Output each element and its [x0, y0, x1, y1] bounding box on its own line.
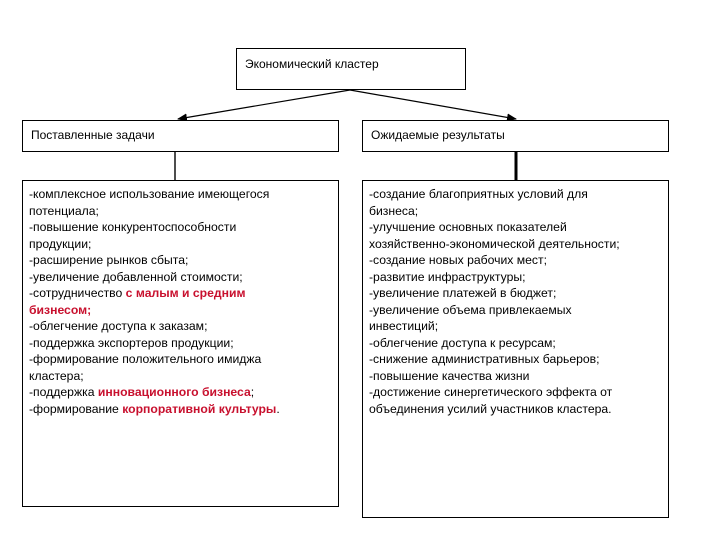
text-segment: -поддержка — [29, 385, 98, 399]
task-line — [29, 302, 332, 319]
text-segment: -облегчение доступа к ресурсам; — [369, 335, 556, 350]
task-line — [29, 285, 332, 302]
highlighted-text: бизнесом; — [29, 302, 92, 317]
text-segment: -формирование — [29, 401, 123, 416]
tasks-header-box — [22, 120, 339, 152]
text-segment: потенциала; — [29, 203, 99, 218]
text-segment: инвестиций; — [369, 319, 439, 333]
text-segment: -увеличение добавленной стоимости; — [29, 269, 243, 284]
tasks-header: Поставленные задачи — [31, 128, 155, 142]
text-segment: -увеличение платежей в бюджет; — [369, 286, 557, 300]
result-line — [369, 219, 662, 236]
result-line — [369, 401, 662, 418]
text-segment: -поддержка экспортеров продукции; — [29, 335, 234, 350]
highlighted-text: корпоративной культуры — [122, 401, 277, 416]
text-segment: -повышение качества жизни — [369, 368, 530, 383]
result-line — [369, 318, 662, 335]
text-segment: -сотрудничество — [29, 286, 126, 300]
task-line — [29, 318, 332, 335]
text-segment: -увеличение объема привлекаемых — [369, 302, 572, 317]
task-line — [29, 219, 332, 236]
cluster-title: Экономический кластер — [245, 57, 379, 71]
results-header-box — [362, 120, 669, 152]
text-segment: -комплексное использование имеющегося — [29, 187, 270, 201]
arrow-to-right-head — [350, 90, 516, 119]
result-line — [369, 351, 662, 368]
highlighted-text: инновационного бизнеса — [97, 385, 251, 399]
result-line — [369, 335, 662, 352]
text-segment: ; — [250, 385, 255, 399]
result-line — [369, 269, 662, 286]
arrow-to-left-head — [178, 90, 350, 119]
text-segment: -облегчение доступа к заказам; — [29, 319, 208, 333]
task-line — [29, 269, 332, 286]
result-line — [369, 252, 662, 269]
result-line — [369, 368, 662, 385]
result-line — [369, 384, 662, 401]
text-segment: -достижение синергетического эффекта от — [369, 385, 613, 399]
result-line — [369, 236, 662, 253]
task-line — [29, 252, 332, 269]
task-line — [29, 236, 332, 253]
cluster-box — [236, 48, 466, 90]
task-line — [29, 351, 332, 368]
result-line — [369, 302, 662, 319]
text-segment: продукции; — [29, 236, 92, 251]
tasks-list-box — [22, 180, 339, 507]
text-segment: -снижение административных барьеров; — [369, 352, 600, 366]
task-line — [29, 401, 332, 418]
results-header: Ожидаемые результаты — [371, 128, 505, 142]
task-line — [29, 335, 332, 352]
result-line — [369, 186, 662, 203]
text-segment: -создание благоприятных условий для — [369, 187, 588, 201]
text-segment: -развитие инфраструктуры; — [369, 269, 526, 284]
text-segment: -создание новых рабочих мест; — [369, 253, 547, 267]
text-segment: -расширение рынков сбыта; — [29, 253, 189, 267]
task-line — [29, 203, 332, 220]
text-segment: -повышение конкурентоспособности — [29, 220, 237, 234]
text-segment: бизнеса; — [369, 203, 419, 218]
text-segment: -формирование положительного имиджа — [29, 352, 262, 366]
text-segment: кластера; — [29, 368, 84, 383]
result-line — [369, 203, 662, 220]
results-list-box — [362, 180, 669, 518]
task-line — [29, 368, 332, 385]
task-line — [29, 384, 332, 401]
text-segment: хозяйственно-экономической деятельности; — [369, 236, 620, 251]
text-segment: . — [276, 401, 280, 416]
text-segment: объединения усилий участников кластера. — [369, 401, 612, 416]
text-segment: -улучшение основных показателей — [369, 220, 567, 234]
highlighted-text: с малым и средним — [125, 286, 246, 300]
task-line — [29, 186, 332, 203]
result-line — [369, 285, 662, 302]
